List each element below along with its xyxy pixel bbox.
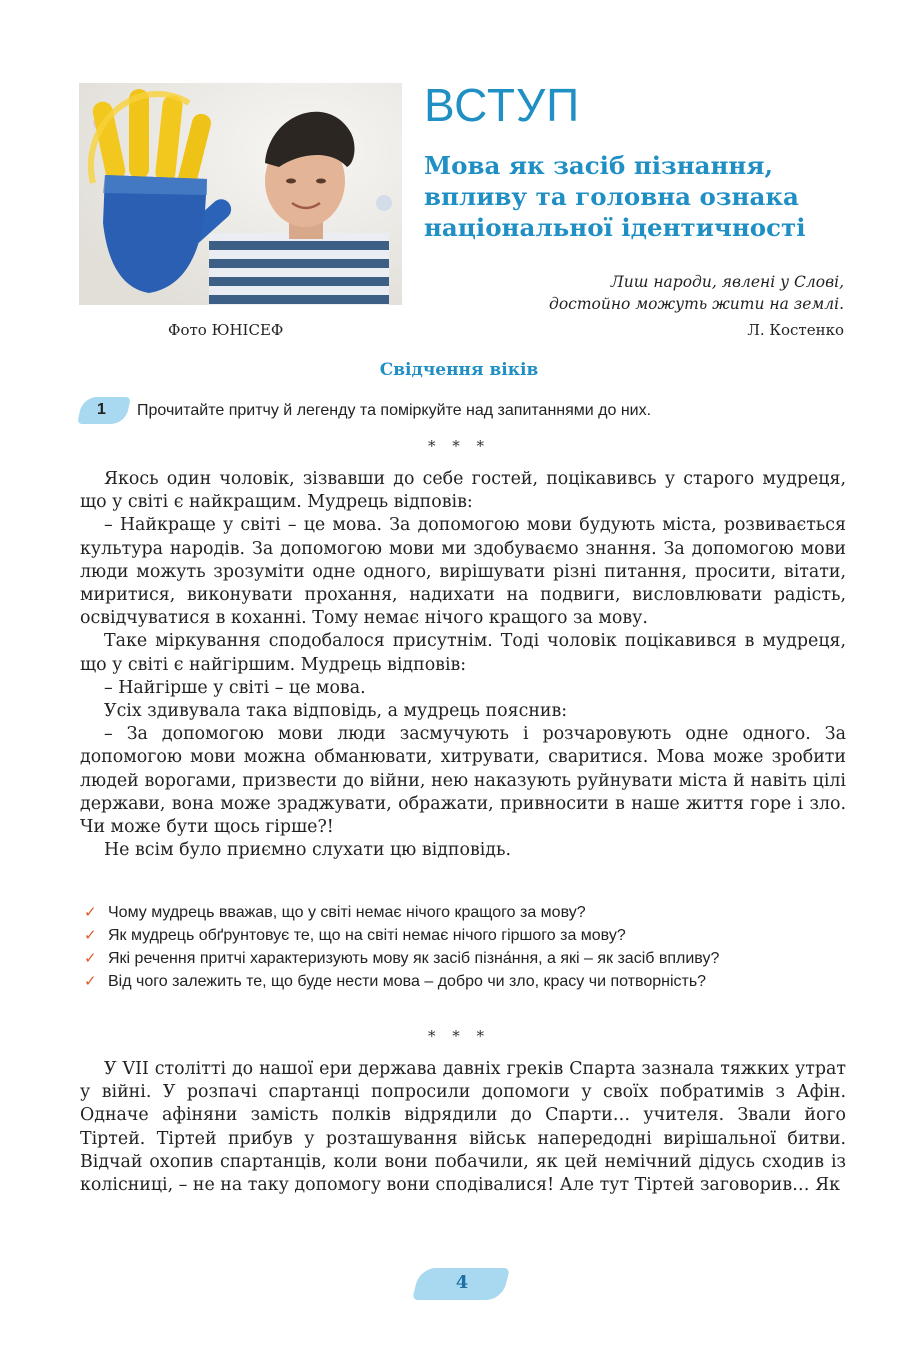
question-text: Які речення притчі характеризують мову як засіб пізна́ння, а які – як засіб впливу? — [108, 950, 720, 967]
unicef-photo — [79, 83, 402, 305]
question-item — [84, 948, 848, 969]
question-item — [84, 925, 848, 946]
checkmark-icon: ✓ — [84, 927, 97, 944]
child-painted-hand-image — [79, 83, 402, 305]
epigraph-quote: Лиш народи, явлені у Слові, достойно можуть жити на землі. — [549, 273, 844, 313]
paragraph: Таке міркування сподобалося присутнім. Тоді чоловік поцікавився в мудреця, що у світі є найгіршим. Мудрець відповів: — [80, 631, 846, 675]
question-text: Чому мудрець вважав, що у світі немає нічого кращого за мову? — [108, 904, 586, 921]
section-separator: * * * — [427, 437, 491, 455]
question-item — [84, 902, 848, 923]
section-title: Свідчення віків — [379, 360, 539, 380]
checkmark-icon: ✓ — [84, 950, 97, 967]
section-separator: * * * — [427, 1027, 491, 1045]
page-title: ВСТУП — [424, 79, 581, 131]
legend-text — [80, 1058, 846, 1197]
question-text: Від чого залежить те, що буде нести мова – добро чи зло, красу чи потворність? — [108, 973, 707, 990]
page-number: 4 — [455, 1272, 469, 1293]
checkmark-icon: ✓ — [84, 973, 97, 990]
question-list — [84, 902, 848, 994]
photo-caption: Фото ЮНІСЕФ — [168, 321, 284, 339]
paragraph: Усіх здивувала така відповідь, а мудрець пояснив: — [104, 701, 568, 722]
task-number: 1 — [97, 401, 106, 418]
task-instruction: Прочитайте притчу й легенду та поміркуйте над запитаннями до них. — [137, 402, 652, 419]
epigraph-author: Л. Костенко — [747, 321, 844, 339]
paragraph: – За допомогою мови люди засмучують і розчаровують одне одного. За допомогою мови можна обманювати, хитрувати, сваритися. Мова може зробити людей ворогами, призвести до війни, нею наказують руйнувати міста й навіть цілі держави, вона може зраджувати, ображати, привносити в наше життя горе і зло. Чи може бути щось гірше?! — [80, 724, 846, 838]
page-subtitle: Мова як засіб пізнання, впливу та головна ознака національної ідентичності — [424, 151, 806, 242]
parable-text — [80, 468, 846, 862]
paragraph: Не всім було приємно слухати цю відповідь. — [104, 840, 512, 861]
paragraph: – Найкраще у світі – це мова. За допомогою мови будують міста, розвивається культура народів. За допомогою мови ми здобуваємо знання. За допомогою мови люди можуть зрозуміти одне одного, вирішувати різні питання, просити, вітати, миритися, виконувати прохання, надихати на подвиги, висловлювати радість, освідчуватися в коханні. Тому немає нічого кращого за мову. — [80, 515, 846, 629]
checkmark-icon: ✓ — [84, 904, 97, 921]
paragraph: У VII столітті до нашої ери держава давніх греків Спарта зазнала тяжких утрат у війні. У розпачі спартанці попросили допомоги у своїх побратимів з Афін. Одначе афіняни замість полків відрядили до Спарти… учителя. Звали його Тіртей. Тіртей прибув у розташування військ напередодні вирішальної битви. Відчай охопив спартанців, коли вони побачили, як цей немічний дідусь сходив із колісниці, – не на таку допомогу вони сподівалися! Але тут Тіртей заговорив… Як — [80, 1059, 846, 1196]
paragraph: – Найгірше у світі – це мова. — [104, 677, 366, 698]
paragraph: Якось один чоловік, зізвавши до себе гостей, поцікавивсь у старого мудреця, що у світі є найкращим. Мудрець відповів: — [80, 469, 846, 513]
question-text: Як мудрець обґрунтовує те, що на світі немає нічого гіршого за мову? — [108, 927, 626, 944]
question-item — [84, 971, 848, 992]
